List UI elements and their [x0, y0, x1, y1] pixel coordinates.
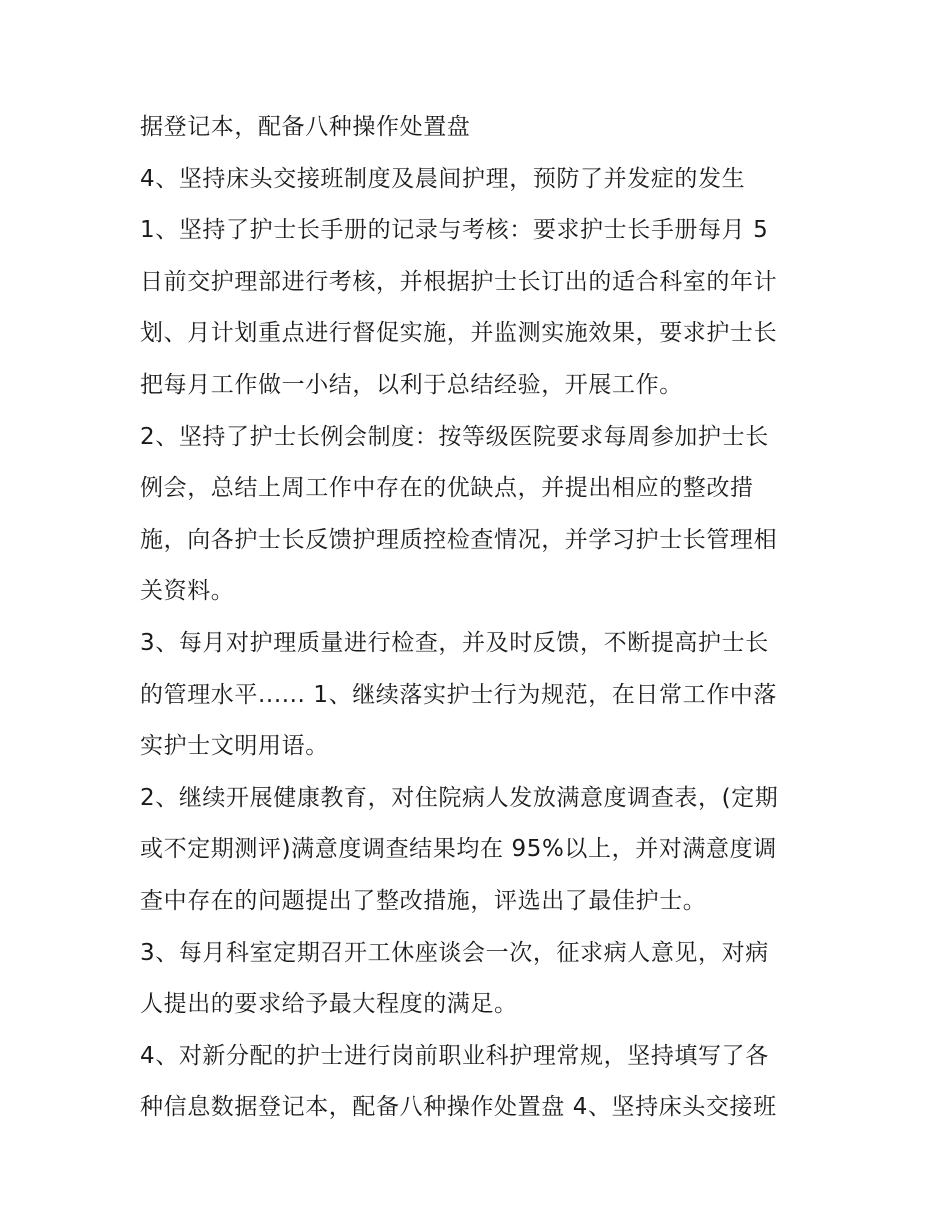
text-line: 或不定期测评)满意度调查结果均在 95%以上，并对满意度调: [140, 836, 777, 863]
text-line: 查中存在的问题提出了整改措施，评选出了最佳护士。: [140, 887, 707, 914]
text-line: 4、对新分配的护士进行岗前职业科护理常规，坚持填写了各: [140, 1042, 769, 1069]
text-line: 日前交护理部进行考核，并根据护士长订出的适合科室的年计: [140, 268, 778, 295]
text-line: 4、坚持床头交接班制度及晨间护理，预防了并发症的发生: [140, 165, 746, 192]
text-line: 1、坚持了护士长手册的记录与考核：要求护士长手册每月 5: [140, 217, 769, 244]
text-line: 实护士文明用语。: [140, 733, 329, 760]
text-line: 例会，总结上周工作中存在的优缺点，并提出相应的整改措: [140, 475, 754, 502]
text-line: 据登记本，配备八种操作处置盘: [140, 114, 471, 140]
text-line: 种信息数据登记本，配备八种操作处置盘 4、坚持床头交接班: [140, 1094, 777, 1121]
text-line: 2、坚持了护士长例会制度：按等级医院要求每周参加护士长: [140, 423, 769, 450]
text-line: 施，向各护士长反馈护理质控检查情况，并学习护士长管理相: [140, 526, 778, 553]
document-body: [140, 102, 820, 1134]
text-line: 关资料。: [140, 578, 235, 605]
text-line: 把每月工作做一小结，以利于总结经验，开展工作。: [140, 371, 683, 398]
text-line: 人提出的要求给予最大程度的满足。: [140, 991, 518, 1018]
text-line: 2、继续开展健康教育，对住院病人发放满意度调查表，(定期: [140, 784, 779, 811]
text-line: 3、每月科室定期召开工休座谈会一次，征求病人意见，对病: [140, 939, 769, 966]
text-line: 的管理水平...... 1、继续落实护士行为规范，在日常工作中落: [140, 681, 778, 708]
text-line: 划、月计划重点进行督促实施，并监测实施效果，要求护士长: [140, 320, 778, 347]
text-line: 3、每月对护理质量进行检查，并及时反馈，不断提高护士长: [140, 629, 769, 656]
